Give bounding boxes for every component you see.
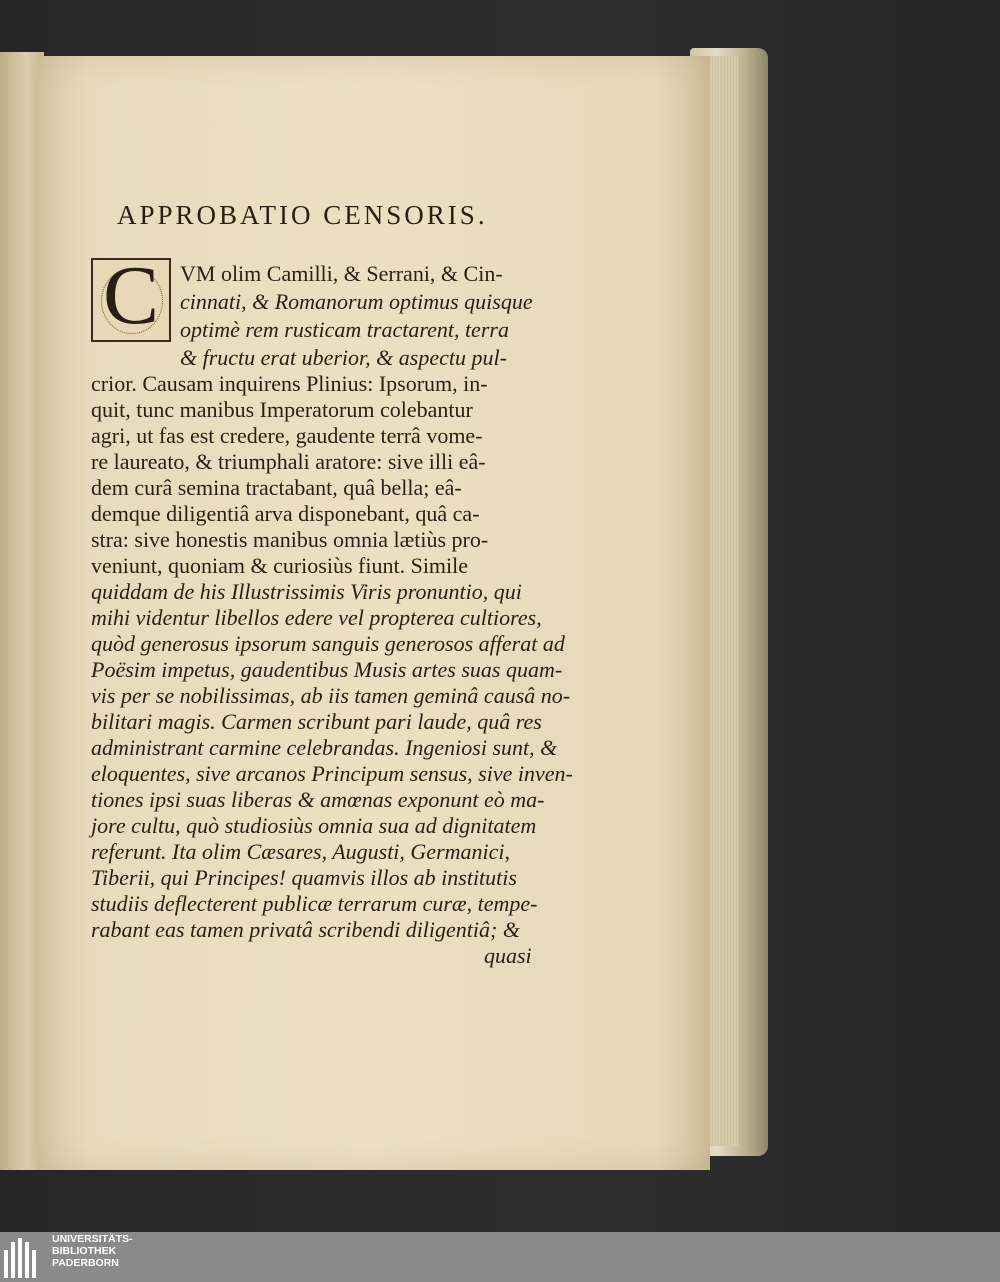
text-line: quiddam de his Illustrissimis Viris pronuntio, qui: [91, 579, 522, 604]
text-line: dem curâ semina tractabant, quâ bella; eâ-: [91, 475, 462, 500]
text-line: vis per se nobilissimas, ab iis tamen geminâ causâ no-: [91, 683, 571, 708]
text-line: VM olim Camilli, & Serrani, & Cin-: [180, 261, 503, 286]
library-name-line2: BIBLIOTHEK: [52, 1245, 117, 1257]
text-line: quit, tunc manibus Imperatorum colebantur: [91, 397, 473, 422]
library-logo-icon: [4, 1238, 44, 1278]
library-name-line1: UNIVERSITÄTS-: [52, 1233, 133, 1245]
text-line: quòd generosus ipsorum sanguis generosos afferat ad: [91, 631, 565, 656]
text-line: Tiberii, qui Principes! quamvis illos ab institutis: [91, 865, 517, 890]
text-line: bilitari magis. Carmen scribunt pari laude, quâ res: [91, 709, 542, 734]
text-line: demque diligentiâ arva disponebant, quâ ca-: [91, 501, 480, 526]
page-heading: APPROBATIO CENSORIS.: [117, 200, 488, 230]
text-line: tiones ipsi suas liberas & amœnas exponunt eò ma-: [91, 787, 545, 812]
text-line: stra: sive honestis manibus omnia lætiùs pro-: [91, 527, 489, 552]
text-line: cinnati, & Romanorum optimus quisque: [180, 289, 533, 314]
text-line: optimè rem rusticam tractarent, terra: [180, 317, 509, 342]
catchword: quasi: [484, 943, 532, 968]
ornamental-initial-icon: [91, 249, 171, 342]
text-line: administrant carmine celebrandas. Ingeniosi sunt, &: [91, 735, 558, 760]
text-line: jore cultu, quò studiosiùs omnia sua ad dignitatem: [91, 813, 537, 838]
text-line: referunt. Ita olim Cæsares, Augusti, Germanici,: [91, 839, 511, 864]
text-line: studiis deflecterent publicæ terrarum curæ, tempe-: [91, 891, 538, 916]
text-line: re laureato, & triumphali aratore: sive illi eâ-: [91, 449, 486, 474]
text-line: veniunt, quoniam & curiosiùs fiunt. Simile: [91, 553, 469, 578]
text-line: crior. Causam inquirens Plinius: Ipsorum, in-: [91, 371, 488, 396]
text-line: rabant eas tamen privatâ scribendi diligentiâ; &: [91, 917, 520, 942]
text-line: agri, ut fas est credere, gaudente terrâ vome-: [91, 423, 483, 448]
text-line: mihi videntur libellos edere vel propterea cultiores,: [91, 605, 542, 630]
text-line: eloquentes, sive arcanos Principum sensus, sive inven-: [91, 761, 573, 786]
text-line: Poësim impetus, gaudentibus Musis artes suas quam-: [91, 657, 563, 682]
text-line: & fructu erat uberior, & aspectu pul-: [180, 345, 507, 370]
footer-bar: [0, 1232, 1000, 1282]
initial-letter: C: [102, 249, 160, 342]
library-name-line3: PADERBORN: [52, 1257, 119, 1269]
library-name: [52, 1233, 133, 1269]
